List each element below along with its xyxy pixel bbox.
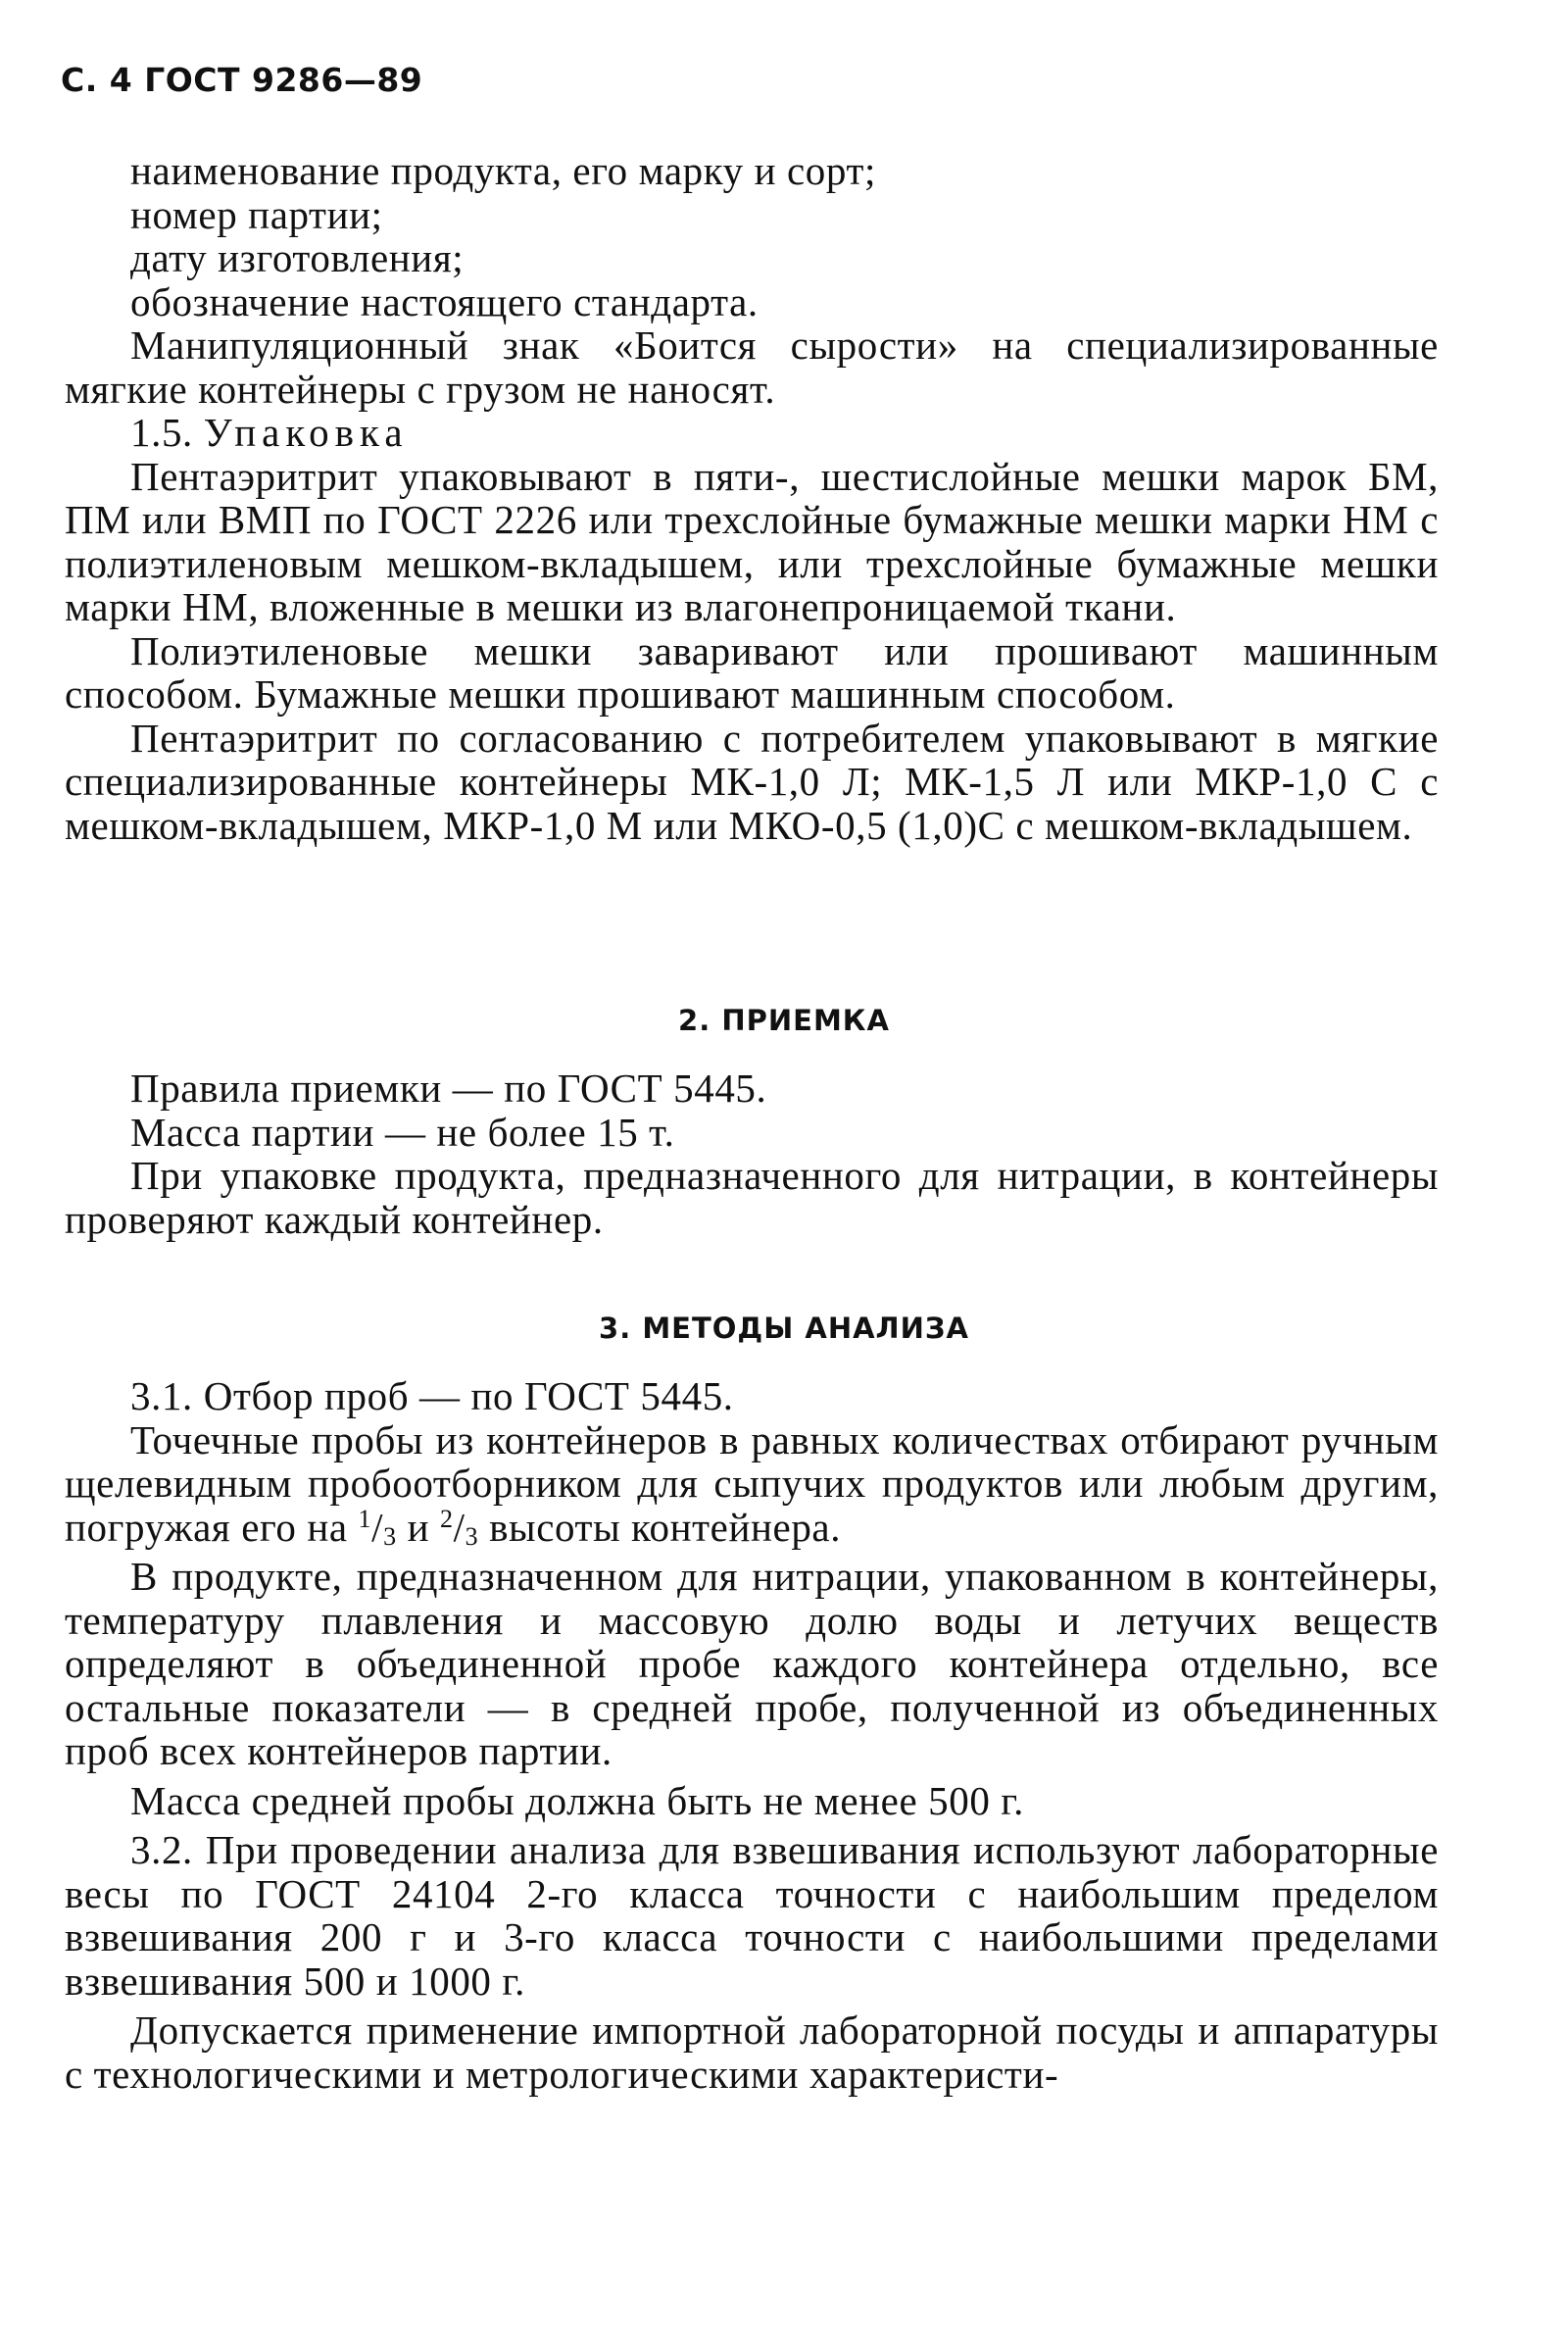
body-block-1 <box>65 149 1439 847</box>
section-title: 2. ПРИЕМКА <box>678 1004 890 1037</box>
paragraph: Пентаэритрит упаковывают в пяти-, шестислойные мешки марок БМ, ПМ или ВМП по ГОСТ 2226 или трехслойные бумажные мешки марки НМ с полиэтиленовым мешком-вкладышем, или трехслойные бумажные мешки марки НМ, вложенные в мешки из влагонепроницаемой ткани. <box>65 453 1439 629</box>
fraction-numerator: 2 <box>440 1504 454 1533</box>
text-run: высоты контейнера. <box>478 1504 842 1550</box>
subsection-heading <box>65 411 1439 455</box>
subsection-number: 1.5. <box>130 410 193 455</box>
paragraph: Манипуляционный знак «Боится сырости» на специализированные мягкие контейнеры с грузом не наносят. <box>65 322 1439 412</box>
subsection-title: Упаковка <box>203 410 409 455</box>
section-title: 3. МЕТОДЫ АНАЛИЗА <box>599 1312 969 1345</box>
body-block-2 <box>65 1066 1439 1241</box>
page-header: С. 4 ГОСТ 9286—89 <box>61 61 423 99</box>
text-run: Точечные пробы из контейнеров в равных количествах отбирают ручным щелевидным пробоотборником для сыпучих продуктов или любым другим, погружая его на <box>65 1416 1439 1550</box>
list-line: номер партии; <box>130 191 383 237</box>
fraction-denominator: 3 <box>465 1521 479 1551</box>
paragraph: Масса средней пробы должна быть не менее 500 г. <box>130 1777 1024 1823</box>
paragraph: Масса партии — не более 15 т. <box>130 1109 675 1155</box>
list-line: дату изготовления; <box>130 235 465 280</box>
list-line: обозначение настоящего стандарта. <box>130 278 759 324</box>
paragraph: Точечные пробы из контейнеров в равных количествах отбирают ручным щелевидным пробоотборником для сыпучих продуктов или любым другим, погружая его на $^1/_3$ и $^2/_3$ высоты контейнера. <box>65 1416 1439 1551</box>
paragraph: Допускается применение импортной лабораторной посуды и аппаратуры с технологическими и метрологическими характеристи- <box>65 2008 1439 2097</box>
paragraph: Правила приемки — по ГОСТ 5445. <box>130 1066 767 1111</box>
paragraph: В продукте, предназначенном для нитрации, упакованном в контейнеры, температуру плавления и массовую долю воды и летучих веществ определяют в объединенной пробе каждого контейнера отдельно, все остальные показатели — в средней пробе, полученной из объединенных проб всех контейнеров партии. <box>65 1554 1439 1773</box>
paragraph: При упаковке продукта, предназначенного для нитрации, в контейнеры проверяют каждый контейнер. <box>65 1153 1439 1242</box>
paragraph: 3.2. При проведении анализа для взвешивания используют лабораторные весы по ГОСТ 24104 2-го класса точности с наибольшим пределом взвешивания 200 г и 3-го класса точности с наибольшими пределами взвешивания 500 и 1000 г. <box>65 1827 1439 2004</box>
body-block-3 <box>65 1374 1439 2096</box>
fraction-numerator: 1 <box>358 1504 372 1533</box>
text-run: и <box>396 1504 441 1550</box>
paragraph: Полиэтиленовые мешки заваривают или прошивают машинным способом. Бумажные мешки прошивают машинным способом. <box>65 627 1439 717</box>
paragraph: 3.1. Отбор проб — по ГОСТ 5445. <box>130 1373 734 1418</box>
list-line: наименование продукта, его марку и сорт; <box>130 148 876 193</box>
paragraph: Пентаэритрит по согласованию с потребителем упаковывают в мягкие специализированные контейнеры МК-1,0 Л; МК-1,5 Л или МКР-1,0 С с мешком-вкладышем, МКР-1,0 М или МКО-0,5 (1,0)С с мешком-вкладышем. <box>65 715 1439 848</box>
fraction-denominator: 3 <box>383 1521 397 1551</box>
